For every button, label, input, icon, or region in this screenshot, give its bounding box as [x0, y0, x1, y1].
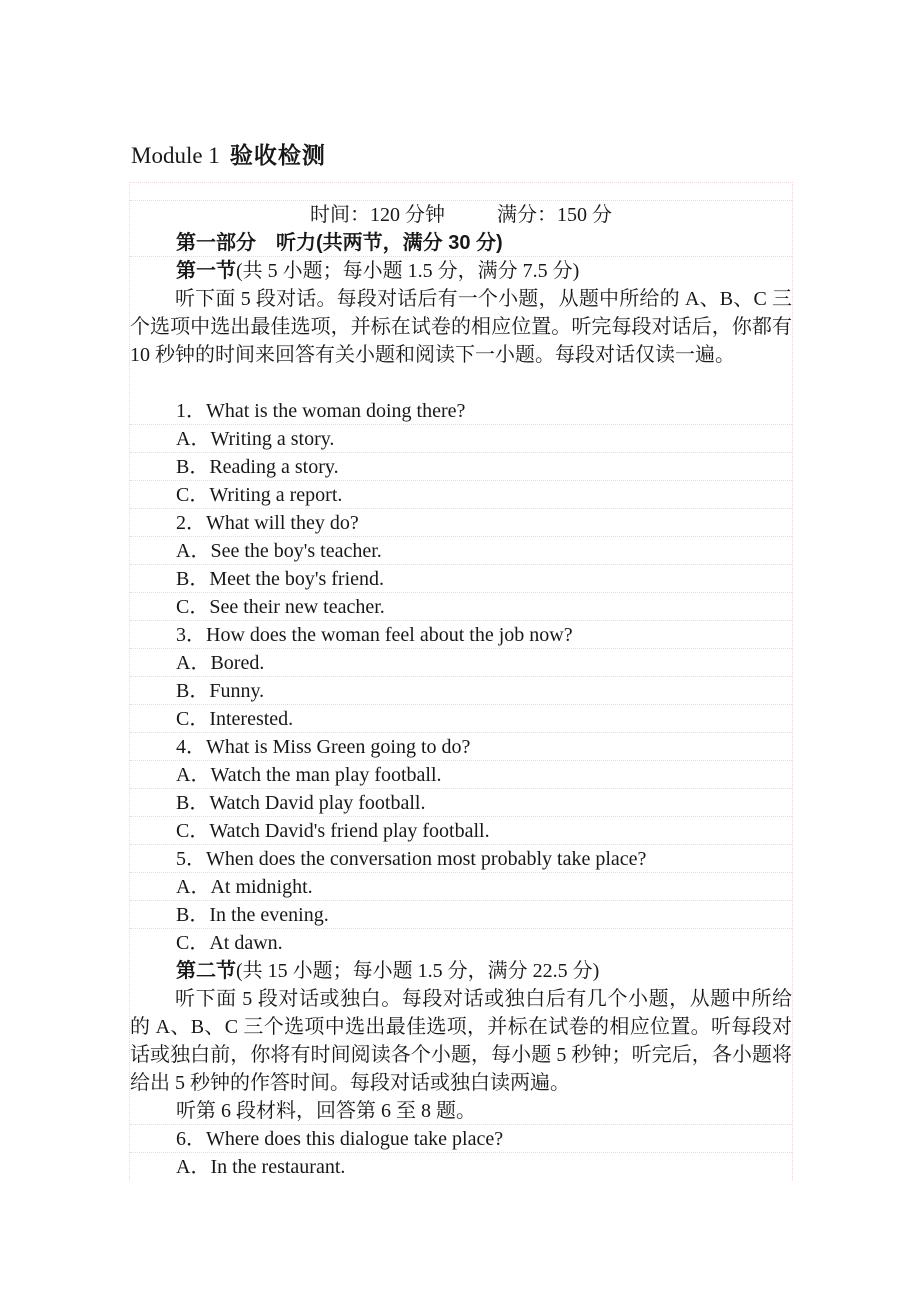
- section1-heading-detail: (共 5 小题；每小题 1.5 分，满分 7.5 分): [236, 260, 580, 282]
- question-6: 6．Where does this dialogue take place?: [130, 1125, 792, 1153]
- option-3-c: C．Interested.: [130, 705, 792, 733]
- question-1: 1．What is the woman doing there?: [130, 397, 792, 425]
- question-2: 2．What will they do?: [130, 509, 792, 537]
- option-2-c: C．See their new teacher.: [130, 593, 792, 621]
- section2-heading-detail: (共 15 小题；每小题 1.5 分，满分 22.5 分): [236, 960, 600, 982]
- part1-heading-detail: 听力(共两节，满分 30 分): [276, 232, 503, 254]
- option-6-a: A．In the restaurant.: [176, 1156, 346, 1178]
- part1-heading: [130, 229, 792, 257]
- material-note: 听第 6 段材料，回答第 6 至 8 题。: [130, 1097, 792, 1125]
- question-3: 3．How does the woman feel about the job now?: [130, 621, 792, 649]
- doc-title-module: Module 1: [131, 143, 220, 168]
- question-4: 4．What is Miss Green going to do?: [130, 733, 792, 761]
- doc-title-name: 验收检测: [229, 142, 326, 168]
- time-limit: 时间：120 分钟: [310, 204, 445, 226]
- section2-heading-label: 第二节: [176, 960, 236, 982]
- option-1-b: B．Reading a story.: [130, 453, 792, 481]
- section2-instructions: 听下面 5 段对话或独白。每段对话或独白后有几个小题，从题中所给的 A、B、C 三个选项中选出最佳选项，并标在试卷的相应位置。听每段对话或独白前，你将有时间阅读各个小题，每小题 5 秒钟；听完后，各小题将给出 5 秒钟的作答时间。每段对话或独白读两遍。: [130, 988, 792, 1094]
- question-5: 5．When does the conversation most probably take place?: [130, 845, 792, 873]
- full-score: 满分：150 分: [497, 204, 612, 226]
- exam-body: [129, 182, 793, 1181]
- option-3-a: A．Bored.: [130, 649, 792, 677]
- option-5-c: C．At dawn.: [176, 932, 283, 954]
- option-4-c: C．Watch David's friend play football.: [130, 817, 792, 845]
- option-5-b: B．In the evening.: [130, 901, 792, 929]
- section1-heading: [130, 257, 792, 285]
- option-2-a: A．See the boy's teacher.: [130, 537, 792, 565]
- part1-heading-main: 第一部分: [176, 232, 256, 254]
- top-rule: [130, 183, 792, 201]
- option-1-c: C．Writing a report.: [130, 481, 792, 509]
- option-4-b: B．Watch David play football.: [130, 789, 792, 817]
- option-2-b: B．Meet the boy's friend.: [130, 565, 792, 593]
- section1-instructions: 听下面 5 段对话。每段对话后有一个小题，从题中所给的 A、B、C 三个选项中选出最佳选项，并标在试卷的相应位置。听完每段对话后，你都有 10 秒钟的时间来回答有关小题和阅读下一小题。每段对话仅读一遍。: [130, 288, 792, 366]
- option-5-a: A．At midnight.: [130, 873, 792, 901]
- section2-heading: [130, 957, 792, 985]
- option-4-a: A．Watch the man play football.: [130, 761, 792, 789]
- exam-meta-row: [130, 201, 792, 229]
- option-3-b: B．Funny.: [130, 677, 792, 705]
- section1-heading-label: 第一节: [176, 260, 236, 282]
- doc-title: [131, 139, 326, 172]
- option-1-a: A．Writing a story.: [130, 425, 792, 453]
